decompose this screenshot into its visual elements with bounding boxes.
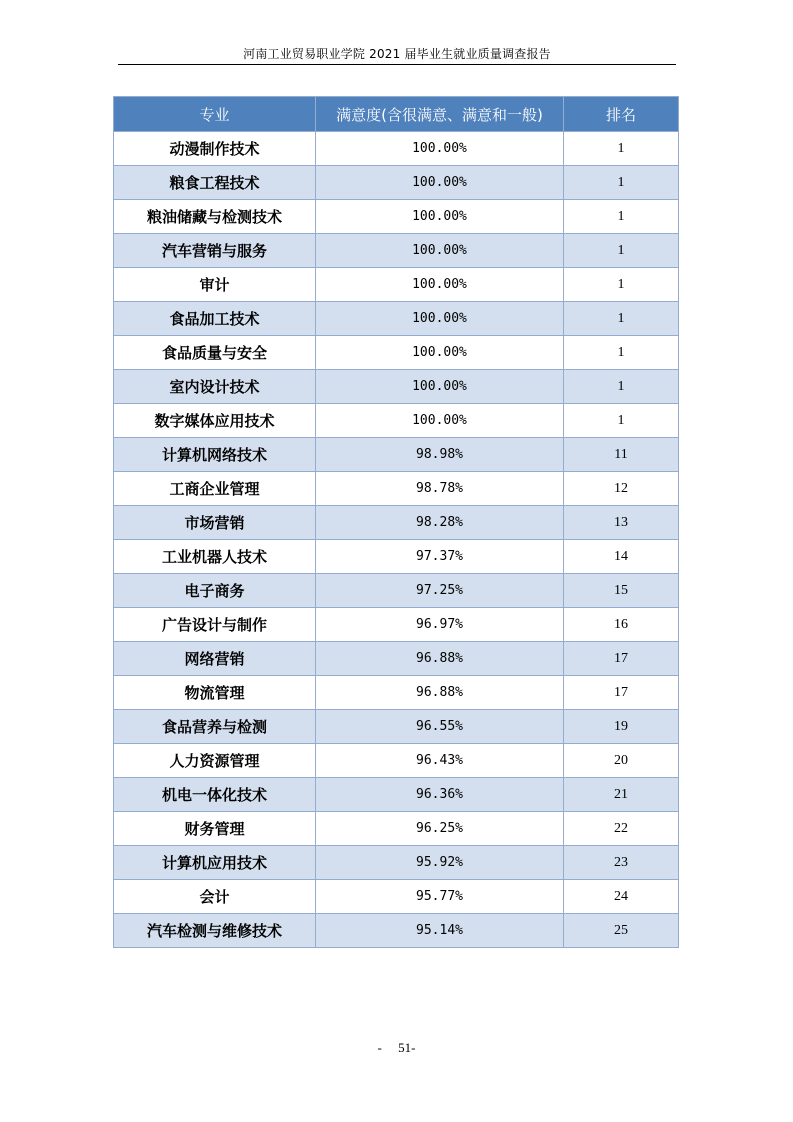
table-row [114,234,679,268]
satisfaction-cell: 96.43% [316,744,564,778]
satisfaction-cell: 100.00% [316,234,564,268]
major-name-cell: 汽车营销与服务 [114,234,316,268]
major-name-cell: 粮食工程技术 [114,166,316,200]
table-row [114,642,679,676]
table-row [114,846,679,880]
rank-cell: 14 [564,540,679,574]
major-name-cell: 机电一体化技术 [114,778,316,812]
satisfaction-cell: 100.00% [316,268,564,302]
table-body [114,132,679,948]
rank-cell: 20 [564,744,679,778]
table-row [114,472,679,506]
table-row [114,710,679,744]
major-name-cell: 财务管理 [114,812,316,846]
major-name-cell: 网络营销 [114,642,316,676]
satisfaction-cell: 100.00% [316,302,564,336]
satisfaction-cell: 96.25% [316,812,564,846]
table-row [114,268,679,302]
major-name-cell: 工业机器人技术 [114,540,316,574]
rank-cell: 23 [564,846,679,880]
major-name-cell: 动漫制作技术 [114,132,316,166]
major-name-cell: 室内设计技术 [114,370,316,404]
table-row [114,370,679,404]
header-rule [118,64,676,65]
major-name-cell: 计算机网络技术 [114,438,316,472]
rank-cell: 21 [564,778,679,812]
rank-cell: 1 [564,302,679,336]
table-header-row [114,97,679,132]
rank-cell: 19 [564,710,679,744]
rank-cell: 1 [564,404,679,438]
satisfaction-cell: 100.00% [316,370,564,404]
major-name-cell: 物流管理 [114,676,316,710]
satisfaction-cell: 95.92% [316,846,564,880]
rank-cell: 1 [564,336,679,370]
major-name-cell: 会计 [114,880,316,914]
satisfaction-cell: 95.14% [316,914,564,948]
table-row [114,404,679,438]
satisfaction-cell: 98.98% [316,438,564,472]
satisfaction-cell: 98.78% [316,472,564,506]
rank-cell: 1 [564,166,679,200]
table-row [114,676,679,710]
rank-cell: 1 [564,200,679,234]
satisfaction-cell: 96.36% [316,778,564,812]
table-row [114,132,679,166]
table-row [114,506,679,540]
satisfaction-cell: 98.28% [316,506,564,540]
satisfaction-cell: 96.88% [316,642,564,676]
satisfaction-cell: 100.00% [316,200,564,234]
major-name-cell: 汽车检测与维修技术 [114,914,316,948]
column-header-rank: 排名 [564,97,679,132]
rank-cell: 15 [564,574,679,608]
rank-cell: 25 [564,914,679,948]
table-row [114,744,679,778]
rank-cell: 22 [564,812,679,846]
table-row [114,812,679,846]
satisfaction-cell: 100.00% [316,404,564,438]
table-row [114,540,679,574]
column-header-satisfaction: 满意度(含很满意、满意和一般) [316,97,564,132]
major-name-cell: 食品加工技术 [114,302,316,336]
satisfaction-cell: 97.37% [316,540,564,574]
major-name-cell: 市场营销 [114,506,316,540]
satisfaction-cell: 96.55% [316,710,564,744]
major-name-cell: 工商企业管理 [114,472,316,506]
table-row [114,608,679,642]
rank-cell: 1 [564,268,679,302]
major-name-cell: 审计 [114,268,316,302]
page-number: - 51- [377,1040,416,1055]
major-name-cell: 广告设计与制作 [114,608,316,642]
rank-cell: 11 [564,438,679,472]
rank-cell: 12 [564,472,679,506]
rank-cell: 17 [564,676,679,710]
rank-cell: 16 [564,608,679,642]
major-name-cell: 食品质量与安全 [114,336,316,370]
rank-cell: 1 [564,234,679,268]
table-row [114,166,679,200]
major-name-cell: 食品营养与检测 [114,710,316,744]
table-row [114,778,679,812]
running-header: 河南工业贸易职业学院 2021 届毕业生就业质量调查报告 [243,47,551,61]
table-row [114,302,679,336]
satisfaction-table [113,96,679,948]
major-name-cell: 粮油储藏与检测技术 [114,200,316,234]
major-name-cell: 人力资源管理 [114,744,316,778]
rank-cell: 1 [564,370,679,404]
satisfaction-cell: 95.77% [316,880,564,914]
major-name-cell: 数字媒体应用技术 [114,404,316,438]
table-row [114,200,679,234]
table-row [114,880,679,914]
satisfaction-cell: 100.00% [316,336,564,370]
satisfaction-cell: 96.88% [316,676,564,710]
satisfaction-cell: 100.00% [316,166,564,200]
rank-cell: 13 [564,506,679,540]
rank-cell: 1 [564,132,679,166]
table-row [114,438,679,472]
column-header-major: 专业 [114,97,316,132]
table-row [114,574,679,608]
satisfaction-cell: 97.25% [316,574,564,608]
rank-cell: 17 [564,642,679,676]
major-name-cell: 电子商务 [114,574,316,608]
major-name-cell: 计算机应用技术 [114,846,316,880]
rank-cell: 24 [564,880,679,914]
table-row [114,914,679,948]
satisfaction-cell: 100.00% [316,132,564,166]
table-row [114,336,679,370]
satisfaction-cell: 96.97% [316,608,564,642]
